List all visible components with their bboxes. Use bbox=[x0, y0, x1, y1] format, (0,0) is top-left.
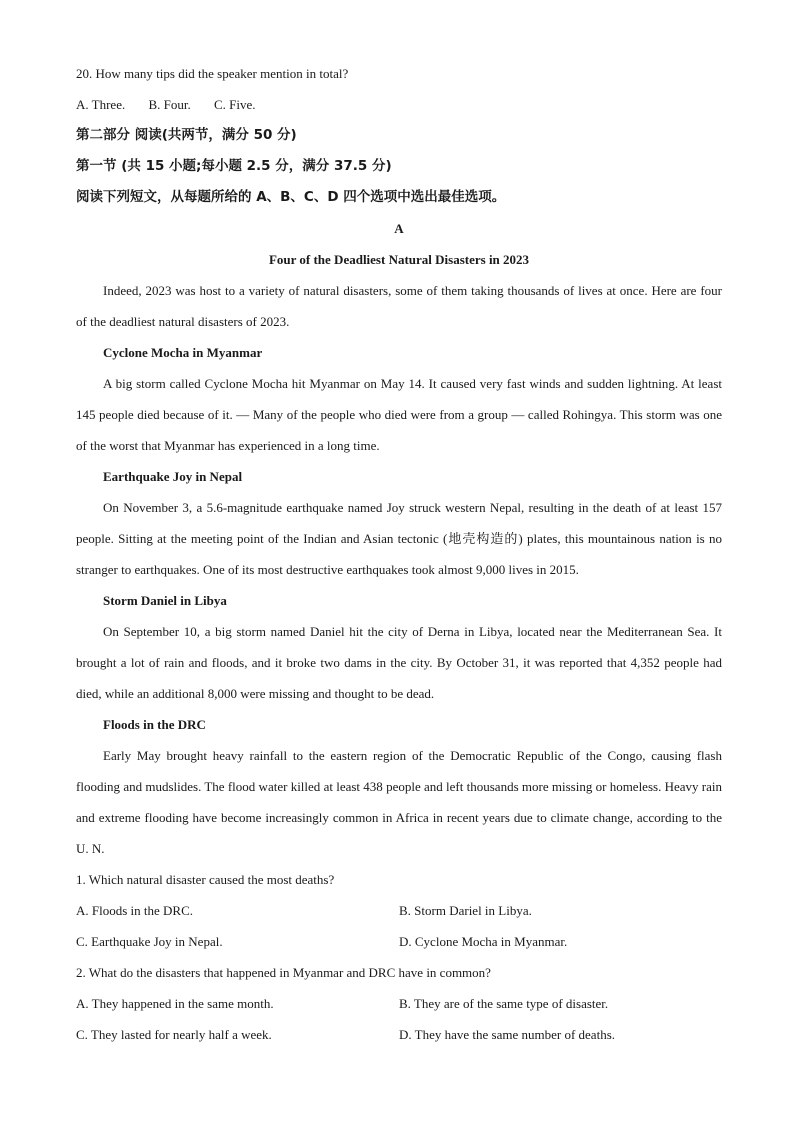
question-2-options bbox=[76, 988, 722, 1050]
section-heading-storm: Storm Daniel in Libya bbox=[103, 593, 227, 608]
question-20-option-c: C. Five. bbox=[213, 97, 256, 112]
question-20-option-a: A. Three. bbox=[76, 97, 126, 112]
question-2-stem: 2. What do the disasters that happened in Myanmar and DRC have in common? bbox=[76, 965, 491, 980]
question-20-option-b: B. Four. bbox=[148, 97, 191, 112]
section-heading-earthquake: Earthquake Joy in Nepal bbox=[103, 469, 243, 484]
question-1-option-a: A. Floods in the DRC. bbox=[76, 903, 194, 918]
passage-letter: A bbox=[394, 221, 404, 236]
section-text-earthquake: On November 3, a 5.6-magnitude earthquake named Joy struck western Nepal, resulting in the death of at least 157 people. Sitting at the meeting point of the Indian and Asian tectonic (地壳构造的) plates, this mountainous nation is no stranger to earthquakes. One of its most destructive earthquakes took almost 9,000 lives in 2015. bbox=[76, 500, 722, 577]
question-1-option-d: D. Cyclone Mocha in Myanmar. bbox=[399, 934, 568, 949]
exam-page bbox=[76, 58, 722, 1050]
question-2-option-c: C. They lasted for nearly half a week. bbox=[76, 1027, 272, 1042]
passage-intro: Indeed, 2023 was host to a variety of natural disasters, some of them taking thousands of lives at once. Here are four of the deadliest natural disasters of 2023. bbox=[76, 283, 722, 329]
part-heading: 第二部分 阅读(共两节，满分 50 分) bbox=[76, 127, 297, 143]
section-heading-floods: Floods in the DRC bbox=[103, 717, 206, 732]
question-1-options bbox=[76, 895, 722, 957]
question-20-stem: 20. How many tips did the speaker mention in total? bbox=[76, 66, 349, 81]
section-heading: 第一节 (共 15 小题;每小题 2.5 分，满分 37.5 分) bbox=[76, 158, 392, 174]
question-2-option-a: A. They happened in the same month. bbox=[76, 996, 274, 1011]
question-2-option-d: D. They have the same number of deaths. bbox=[399, 1027, 615, 1042]
section-text-cyclone: A big storm called Cyclone Mocha hit Myanmar on May 14. It caused very fast winds and sudden lightning. At least 145 people died because of it. — Many of the people who died were from a group — called Rohingya. This storm was one of the worst that Myanmar has experienced in a long time. bbox=[76, 376, 722, 453]
instruction-text: 阅读下列短文，从每题所给的 A、B、C、D 四个选项中选出最佳选项。 bbox=[76, 189, 506, 205]
question-1-option-c: C. Earthquake Joy in Nepal. bbox=[76, 934, 223, 949]
passage-title: Four of the Deadliest Natural Disasters in 2023 bbox=[268, 252, 530, 267]
question-1-stem: 1. Which natural disaster caused the most deaths? bbox=[76, 872, 335, 887]
section-heading-cyclone: Cyclone Mocha in Myanmar bbox=[103, 345, 263, 360]
question-20-options bbox=[76, 89, 722, 120]
section-text-storm: On September 10, a big storm named Daniel hit the city of Derna in Libya, located near the Mediterranean Sea. It brought a lot of rain and floods, and it broke two dams in the city. By October 31, it was reported that 4,352 people had died, while an additional 8,000 were missing and thought to be dead. bbox=[76, 624, 722, 701]
question-1-option-b: B. Storm Dariel in Libya. bbox=[399, 903, 532, 918]
question-2-option-b: B. They are of the same type of disaster. bbox=[399, 996, 609, 1011]
section-text-floods: Early May brought heavy rainfall to the eastern region of the Democratic Republic of the Congo, causing flash flooding and mudslides. The flood water killed at least 438 people and left thousands more missing or homeless. Heavy rain and extreme flooding have become increasingly common in Africa in recent years due to climate change, according to the U. N. bbox=[76, 748, 722, 856]
